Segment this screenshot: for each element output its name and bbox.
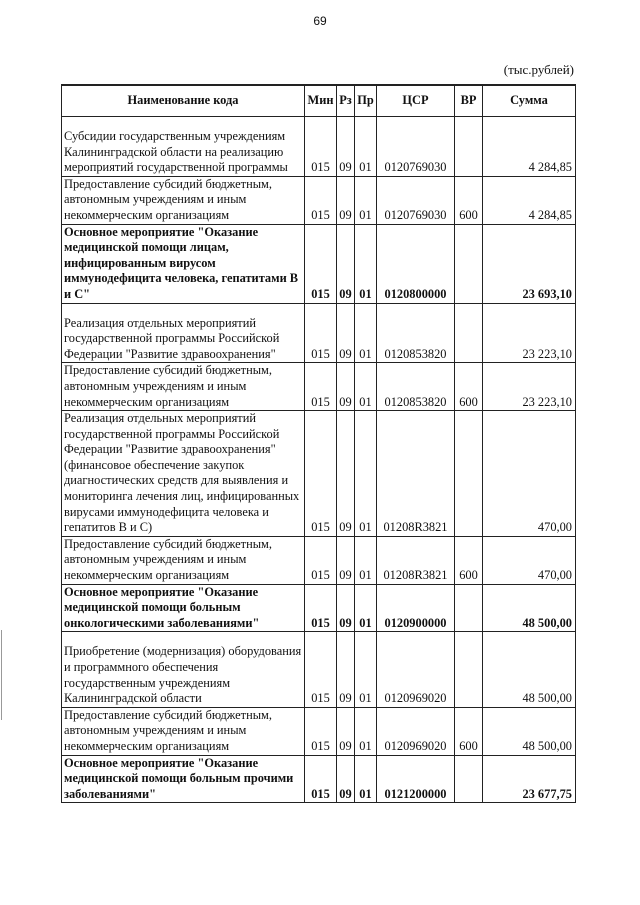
cell-min (305, 707, 337, 755)
cell-pr-text: 01 (359, 207, 372, 222)
cell-name-text: Предоставление субсидий бюджетным, автономным учреждениям и иным некоммерческим организациям (64, 176, 272, 222)
cell-rz-text: 09 (339, 394, 352, 409)
cell-rz-text: 09 (339, 786, 352, 801)
cell-sum (483, 707, 576, 755)
cell-name-text: Основное мероприятие "Оказание медицинской помощи больным прочими заболеваниями" (64, 755, 294, 801)
cell-rz (337, 411, 355, 537)
cell-rz (337, 117, 355, 177)
cell-min-text: 015 (311, 286, 330, 301)
cell-vr (455, 411, 483, 537)
cell-name (62, 755, 305, 803)
cell-csr (377, 176, 455, 224)
cell-name-text: Предоставление субсидий бюджетным, автономным учреждениям и иным некоммерческим организациям (64, 707, 272, 753)
table-row (62, 176, 576, 224)
cell-min (305, 224, 337, 303)
cell-csr (377, 707, 455, 755)
cell-name (62, 117, 305, 177)
cell-rz-text: 09 (339, 738, 352, 753)
cell-sum (483, 536, 576, 584)
table-row (62, 411, 576, 537)
cell-csr-text: 0120969020 (384, 691, 447, 706)
cell-name-text: Предоставление субсидий бюджетным, автономным учреждениям и иным некоммерческим организациям (64, 363, 272, 409)
cell-min-text: 015 (311, 207, 330, 222)
header-sum: Сумма (483, 85, 576, 117)
cell-csr-text: 0120800000 (384, 286, 447, 301)
cell-sum-text: 48 500,00 (522, 738, 572, 753)
table-row (62, 755, 576, 803)
cell-rz (337, 363, 355, 411)
cell-vr-text: 600 (459, 738, 478, 753)
cell-pr-text: 01 (359, 691, 372, 706)
cell-min-text: 015 (311, 738, 330, 753)
table-row (62, 303, 576, 363)
cell-csr-text: 0120969020 (384, 738, 447, 753)
cell-vr (455, 224, 483, 303)
table-row (62, 224, 576, 303)
cell-name-text: Реализация отдельных мероприятий государственной программы Российской Федерации "Развитие здравоохранения" (финансовое обеспечение закупок диагностических средств для выявления и мониторинга лечения лиц, инфицированных вирусами иммунодефицита человека и гепатитов В и С) (64, 411, 300, 535)
cell-sum-text: 470,00 (537, 568, 572, 583)
cell-name (62, 411, 305, 537)
cell-rz-text: 09 (339, 207, 352, 222)
cell-vr (455, 176, 483, 224)
cell-rz (337, 536, 355, 584)
cell-rz (337, 224, 355, 303)
cell-name-text: Основное мероприятие "Оказание медицинской помощи лицам, инфицированным вирусом иммунодефицита человека, гепатитами В и С" (64, 224, 299, 301)
cell-vr (455, 632, 483, 707)
cell-sum (483, 363, 576, 411)
cell-vr (455, 303, 483, 363)
header-min: Мин (305, 85, 337, 117)
cell-pr (355, 536, 377, 584)
cell-pr-text: 01 (359, 568, 372, 583)
cell-pr (355, 584, 377, 632)
cell-csr-text: 0120853820 (384, 346, 447, 361)
cell-pr (355, 707, 377, 755)
cell-pr (355, 632, 377, 707)
cell-vr (455, 755, 483, 803)
cell-pr (355, 363, 377, 411)
cell-pr-text: 01 (359, 738, 372, 753)
cell-csr-text: 0120769030 (384, 160, 447, 175)
cell-csr-text: 01208R3821 (383, 568, 448, 583)
cell-pr-text: 01 (359, 786, 372, 801)
cell-vr-text: 600 (459, 394, 478, 409)
budget-table (61, 84, 576, 803)
cell-rz-text: 09 (339, 568, 352, 583)
cell-name-text: Приобретение (модернизация) оборудования и программного обеспечения государственным учреждениям Калининградской области (64, 644, 302, 706)
page-number: 69 (313, 14, 327, 28)
cell-min-text: 015 (311, 394, 330, 409)
cell-rz (337, 584, 355, 632)
cell-sum-text: 470,00 (537, 520, 572, 535)
cell-min (305, 632, 337, 707)
cell-csr-text: 0121200000 (384, 786, 447, 801)
cell-pr (355, 303, 377, 363)
cell-vr-text: 600 (459, 568, 478, 583)
cell-csr (377, 755, 455, 803)
cell-csr (377, 117, 455, 177)
cell-min (305, 303, 337, 363)
cell-vr (455, 584, 483, 632)
cell-sum-text: 23 693,10 (522, 286, 572, 301)
cell-csr (377, 584, 455, 632)
cell-min (305, 363, 337, 411)
cell-name (62, 363, 305, 411)
cell-csr-text: 0120900000 (384, 615, 447, 630)
cell-pr (355, 117, 377, 177)
cell-sum-text: 23 223,10 (522, 394, 572, 409)
cell-min-text: 015 (311, 786, 330, 801)
cell-rz-text: 09 (339, 346, 352, 361)
cell-min-text: 015 (311, 615, 330, 630)
cell-sum-text: 23 677,75 (522, 786, 572, 801)
table-row (62, 707, 576, 755)
cell-sum (483, 632, 576, 707)
units-label: (тыс.рублей) (503, 62, 574, 77)
cell-sum (483, 117, 576, 177)
cell-name (62, 536, 305, 584)
table-row (62, 584, 576, 632)
cell-pr-text: 01 (359, 520, 372, 535)
cell-csr (377, 411, 455, 537)
cell-vr (455, 707, 483, 755)
cell-csr-text: 0120853820 (384, 394, 447, 409)
cell-name-text: Субсидии государственным учреждениям Калининградской области на реализацию мероприятий государственной программы (64, 129, 288, 175)
cell-csr (377, 303, 455, 363)
scan-edge-mark (1, 630, 2, 720)
cell-name (62, 224, 305, 303)
header-pr: Пр (355, 85, 377, 117)
cell-rz-text: 09 (339, 160, 352, 175)
cell-sum (483, 176, 576, 224)
cell-sum-text: 23 223,10 (522, 346, 572, 361)
cell-vr (455, 536, 483, 584)
cell-rz (337, 755, 355, 803)
cell-min-text: 015 (311, 691, 330, 706)
cell-min (305, 755, 337, 803)
cell-sum (483, 224, 576, 303)
cell-rz-text: 09 (339, 520, 352, 535)
cell-min-text: 015 (311, 520, 330, 535)
cell-pr (355, 224, 377, 303)
cell-pr-text: 01 (359, 286, 372, 301)
cell-vr-text: 600 (459, 207, 478, 222)
cell-min (305, 176, 337, 224)
cell-name-text: Реализация отдельных мероприятий государственной программы Российской Федерации "Развитие здравоохранения" (64, 315, 280, 361)
cell-name (62, 176, 305, 224)
cell-csr-text: 01208R3821 (383, 520, 448, 535)
cell-pr-text: 01 (359, 615, 372, 630)
cell-sum (483, 411, 576, 537)
table-row (62, 632, 576, 707)
cell-min-text: 015 (311, 346, 330, 361)
cell-name-text: Основное мероприятие "Оказание медицинской помощи больным онкологическими заболеваниями" (64, 584, 260, 630)
cell-csr-text: 0120769030 (384, 207, 447, 222)
cell-vr (455, 363, 483, 411)
cell-pr-text: 01 (359, 394, 372, 409)
cell-name (62, 632, 305, 707)
cell-sum (483, 755, 576, 803)
cell-rz-text: 09 (339, 286, 352, 301)
cell-sum (483, 584, 576, 632)
cell-rz (337, 176, 355, 224)
cell-sum-text: 48 500,00 (522, 615, 572, 630)
cell-pr-text: 01 (359, 160, 372, 175)
cell-sum-text: 4 284,85 (528, 160, 572, 175)
cell-sum-text: 48 500,00 (522, 691, 572, 706)
cell-rz (337, 303, 355, 363)
cell-name (62, 584, 305, 632)
table-row (62, 117, 576, 177)
cell-min (305, 117, 337, 177)
cell-pr (355, 755, 377, 803)
cell-min-text: 015 (311, 568, 330, 583)
cell-rz (337, 707, 355, 755)
header-name: Наименование кода (62, 85, 305, 117)
table-header-row (62, 85, 576, 117)
cell-name (62, 303, 305, 363)
cell-csr (377, 363, 455, 411)
cell-min-text: 015 (311, 160, 330, 175)
cell-csr (377, 536, 455, 584)
header-csr: ЦСР (377, 85, 455, 117)
cell-csr (377, 632, 455, 707)
cell-rz-text: 09 (339, 615, 352, 630)
cell-name-text: Предоставление субсидий бюджетным, автономным учреждениям и иным некоммерческим организациям (64, 536, 272, 583)
table-row (62, 363, 576, 411)
cell-csr (377, 224, 455, 303)
cell-vr (455, 117, 483, 177)
cell-pr-text: 01 (359, 346, 372, 361)
header-vr: ВР (455, 85, 483, 117)
cell-pr (355, 176, 377, 224)
cell-pr (355, 411, 377, 537)
cell-min (305, 536, 337, 584)
cell-rz-text: 09 (339, 691, 352, 706)
cell-min (305, 411, 337, 537)
cell-name (62, 707, 305, 755)
table-row (62, 536, 576, 584)
header-rz: Рз (337, 85, 355, 117)
cell-sum (483, 303, 576, 363)
cell-min (305, 584, 337, 632)
cell-rz (337, 632, 355, 707)
cell-sum-text: 4 284,85 (528, 207, 572, 222)
